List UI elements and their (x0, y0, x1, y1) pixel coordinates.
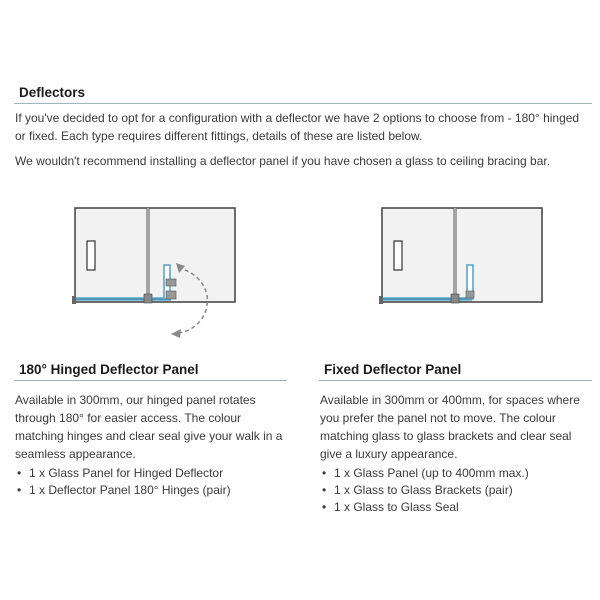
fixed-shower-enclosure (379, 208, 542, 304)
hinged-deflector-heading: 180° Hinged Deflector Panel (19, 362, 199, 377)
hinged-description: Available in 300mm, our hinged panel rotates through 180° for easier access. The colour matching hinges and clear seal give your walk in a seamless appearance. (15, 393, 283, 461)
deflectors-intro-text: If you've decided to opt for a configuration with a deflector we have 2 options to choose from - 180° hinged or fixed. Each type requires different fittings, details of these are listed below. (15, 111, 580, 143)
list-item: • 1 x Glass Panel (up to 400mm max.) (320, 465, 595, 482)
fixed-divider (319, 380, 592, 381)
fixed-fittings-list (320, 465, 595, 516)
list-item: • 1 x Glass to Glass Seal (320, 499, 595, 516)
fixed-deflector-heading: Fixed Deflector Panel (324, 362, 462, 377)
hinged-fittings-list (15, 465, 291, 499)
list-item: • 1 x Glass Panel for Hinged Deflector (15, 465, 291, 482)
list-item: • 1 x Glass to Glass Brackets (pair) (320, 482, 595, 499)
list-item: • 1 x Deflector Panel 180° Hinges (pair) (15, 482, 291, 499)
fixed-description: Available in 300mm or 400mm, for spaces where you prefer the panel not to move. The colour matching glass to glass brackets and clear seal give a luxury appearance. (320, 393, 580, 461)
deflectors-recommendation-text: We wouldn't recommend installing a deflector panel if you have chosen a glass to ceiling bracing bar. (15, 154, 551, 168)
deflectors-heading: Deflectors (19, 85, 86, 100)
hinged-divider (14, 380, 287, 381)
